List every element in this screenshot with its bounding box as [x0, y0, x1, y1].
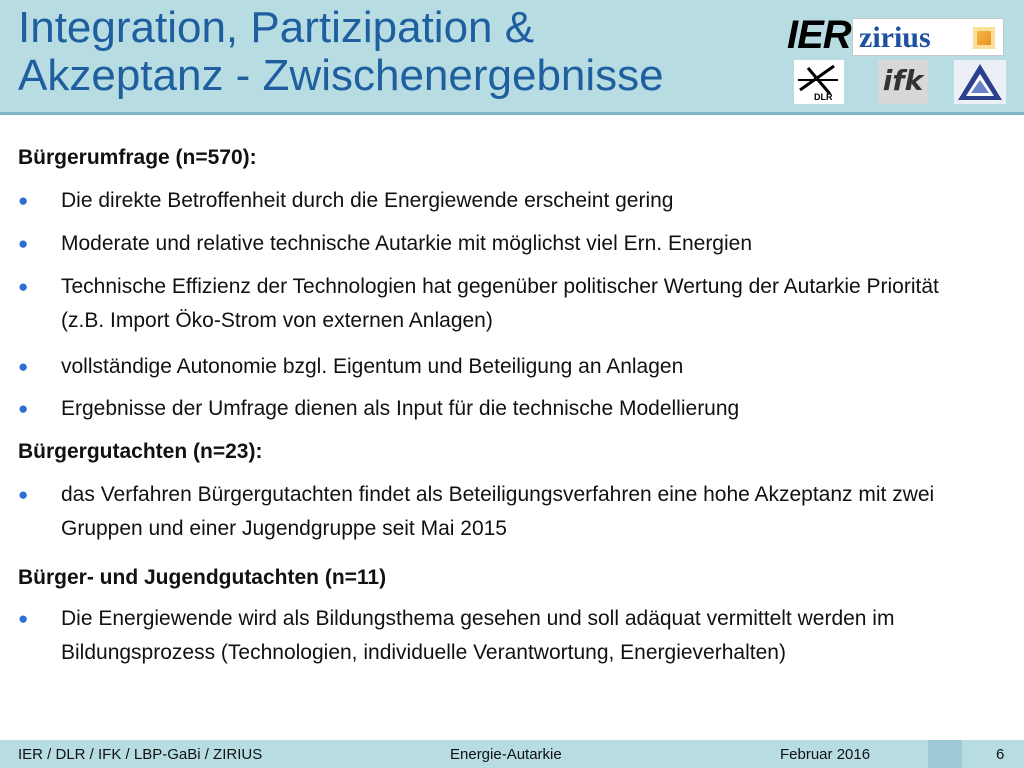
- ifk-logo: [878, 60, 928, 104]
- header-rule: [0, 112, 1024, 115]
- list-item: [18, 270, 948, 338]
- list-item: [18, 184, 978, 218]
- title-line-1: Integration, Partizipation &: [18, 3, 535, 52]
- slide-title: [18, 4, 778, 100]
- lbp-logo: [954, 60, 1006, 104]
- section-heading-jugendgutachten: Bürger- und Jugendgutachten (n=11): [18, 566, 387, 589]
- bullet-text: Moderate und relative technische Autarkie mit möglichst viel Ern. Energien: [61, 232, 753, 255]
- footer-accent-box: [928, 740, 962, 768]
- slide-footer: [0, 740, 1024, 768]
- list-item: [18, 602, 948, 670]
- bullet-text: Die direkte Betroffenheit durch die Energiewende erscheint gering: [61, 189, 674, 212]
- zirius-logo: [852, 18, 1004, 56]
- zirius-logo-text: zirius: [859, 21, 931, 54]
- bullet-icon: ●: [18, 609, 29, 628]
- bullet-text: Technische Effizienz der Technologien hat gegenüber politischer Wertung der Autarkie Priorität (z.B. Import Öko-Strom von externen Anlagen): [61, 275, 939, 332]
- bullet-icon: ●: [18, 399, 29, 418]
- title-line-2: Akzeptanz - Zwischenergebnisse: [18, 51, 664, 100]
- bullet-icon: ●: [18, 357, 29, 376]
- footer-date: Februar 2016: [780, 746, 871, 763]
- list-item: [18, 350, 978, 384]
- bullet-text: Die Energiewende wird als Bildungsthema gesehen und soll adäquat vermittelt werden im Bildungsprozess (Technologien, individuelle Verantwortung, Energieverhalten): [61, 607, 895, 664]
- bullet-text: vollständige Autonomie bzgl. Eigentum und Beteiligung an Anlagen: [61, 355, 684, 378]
- ier-logo: IER: [787, 13, 851, 57]
- zirius-logo-square-icon: [973, 27, 995, 49]
- bullet-text: Ergebnisse der Umfrage dienen als Input für die technische Modellierung: [61, 397, 740, 420]
- dlr-logo: [794, 60, 844, 104]
- footer-topic: Energie-Autarkie: [450, 746, 562, 763]
- section-heading-buergergutachten: Bürgergutachten (n=23):: [18, 440, 263, 463]
- list-item: [18, 478, 948, 546]
- slide-header: [0, 0, 1024, 112]
- bullet-icon: ●: [18, 191, 29, 210]
- list-item: [18, 227, 978, 261]
- lbp-triangle-icon: [954, 60, 1006, 104]
- section-heading-buergerumfrage: Bürgerumfrage (n=570):: [18, 146, 257, 169]
- ifk-logo-text: ifk: [882, 64, 924, 97]
- list-item: [18, 392, 978, 426]
- bullet-icon: ●: [18, 234, 29, 253]
- bullet-text: das Verfahren Bürgergutachten findet als Beteiligungsverfahren eine hohe Akzeptanz mit zwei Gruppen und einer Jugendgruppe seit Mai 2015: [61, 483, 935, 540]
- page-number: 6: [996, 746, 1005, 763]
- bullet-icon: ●: [18, 277, 29, 296]
- footer-organizations: IER / DLR / IFK / LBP-GaBi / ZIRIUS: [18, 746, 263, 763]
- dlr-logo-text: DLR: [814, 92, 833, 102]
- bullet-icon: ●: [18, 485, 29, 504]
